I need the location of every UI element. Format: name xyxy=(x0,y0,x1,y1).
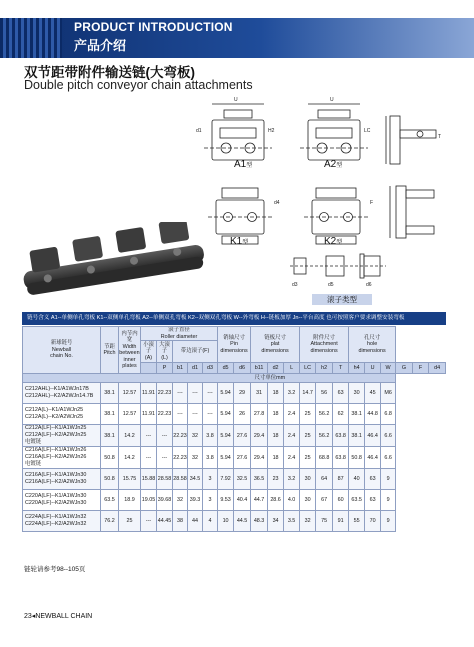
table-cell: 12.57 xyxy=(119,383,141,404)
th-symbol: b11 xyxy=(251,363,268,374)
table-cell: 38.1 xyxy=(101,425,119,447)
table-cell: 38.1 xyxy=(349,425,365,447)
table-cell: 3.5 xyxy=(284,511,300,532)
th-hole-cn: 孔尺寸 xyxy=(364,334,381,341)
th-pin-en2: dimensions xyxy=(220,347,248,354)
th-unit: 尺寸单位mm xyxy=(23,374,396,383)
table-cell: 18 xyxy=(268,383,284,404)
table-cell: 9.53 xyxy=(218,490,234,511)
roller-type-label: 滚子类型 xyxy=(312,294,372,305)
chain-code-legend: 链号含义 A1--单侧单孔弯板 K1--双侧单孔弯板 A2--单侧双孔弯板 K2--双侧双孔弯板 W--外弯板 H--链板加厚 Jn--平台高度 也可按照客户要求调整安装弯板 xyxy=(22,312,446,325)
table-cell: 50.8 xyxy=(101,447,119,469)
table-cell: 25 xyxy=(300,404,316,425)
label-a1: A1 xyxy=(234,159,247,170)
table-cell: 76.2 xyxy=(101,511,119,532)
table-cell: 39.68 xyxy=(157,490,173,511)
table-cell: 5.94 xyxy=(218,404,234,425)
th-roller-small-cn: 小滚子 xyxy=(143,341,154,355)
th-symbol: h4 xyxy=(349,363,365,374)
table-cell: 4 xyxy=(203,511,218,532)
table-cell: 18 xyxy=(268,404,284,425)
drawing-rollers xyxy=(290,254,386,278)
table-cell: 3.8 xyxy=(203,425,218,447)
table-cell: 2.4 xyxy=(284,425,300,447)
table-cell: 63.5 xyxy=(349,490,365,511)
th-attach xyxy=(300,327,349,363)
table-cell: 14.7 xyxy=(300,383,316,404)
table-cell: --- xyxy=(173,383,188,404)
th-pitch-cn: 节距 xyxy=(104,343,115,350)
th-roller-small xyxy=(141,341,157,363)
table-cell: 9 xyxy=(381,490,396,511)
table-cell: 28.58 xyxy=(173,469,188,490)
th-roller-big xyxy=(157,341,173,363)
table-cell: 9 xyxy=(381,511,396,532)
label-a2: A2 xyxy=(324,159,337,170)
technical-drawings xyxy=(190,92,460,292)
footer-arrow-icon: ◂ xyxy=(31,613,36,620)
th-plate-cn: 链板尺寸 xyxy=(264,334,286,341)
table-cell: 27.6 xyxy=(234,425,251,447)
th-hole xyxy=(349,327,396,363)
th-inner-width xyxy=(119,327,141,374)
table-cell: 91 xyxy=(333,511,349,532)
th-attach-en2: dimensions xyxy=(310,347,338,354)
table-cell: 31 xyxy=(251,383,268,404)
th-roller-cn: 滚子直径 xyxy=(168,327,190,333)
th-roller-small-code: (A) xyxy=(144,354,153,361)
th-symbol: d1 xyxy=(188,363,203,374)
table-cell: 32 xyxy=(188,447,203,469)
table-cell: 62 xyxy=(333,404,349,425)
table-cell: 40 xyxy=(349,469,365,490)
table-row xyxy=(23,447,446,469)
table-cell: --- xyxy=(141,511,157,532)
th-roller xyxy=(141,327,218,341)
th-inner-width-en2: between xyxy=(119,350,140,356)
th-pin xyxy=(218,327,251,363)
table-cell: 22.23 xyxy=(157,404,173,425)
drawing-end-view-bottom xyxy=(390,186,434,238)
chain-model-cell xyxy=(23,404,101,425)
svg-text:d3: d3 xyxy=(292,282,298,288)
table-cell: 3 xyxy=(203,490,218,511)
page-title-en: Double pitch conveyor chain attachments xyxy=(24,78,253,92)
table-cell: 70 xyxy=(365,511,381,532)
table-cell: 40.4 xyxy=(234,490,251,511)
th-chain-no-en1: Newball xyxy=(51,346,72,353)
table-cell: 34 xyxy=(268,511,284,532)
table-cell: 48.3 xyxy=(251,511,268,532)
table-cell: 14.2 xyxy=(119,425,141,447)
table-cell: 4.0 xyxy=(284,490,300,511)
chain-model: C212A(L)--K2/A2WJn25 xyxy=(25,414,84,420)
th-symbol: b1 xyxy=(173,363,188,374)
th-pitch-en: Pitch xyxy=(103,350,116,356)
th-symbol: d5 xyxy=(218,363,234,374)
table-cell: 25 xyxy=(119,511,141,532)
th-symbol: W xyxy=(381,363,396,374)
table-cell: 64 xyxy=(316,469,333,490)
table-cell: 46.4 xyxy=(365,425,381,447)
table-cell: 87 xyxy=(333,469,349,490)
table-cell: 38.1 xyxy=(101,404,119,425)
table-row xyxy=(23,490,446,511)
table-cell: 55 xyxy=(349,511,365,532)
table-cell: 2.4 xyxy=(284,447,300,469)
table-cell: 63 xyxy=(333,383,349,404)
chain-model-cell xyxy=(23,469,101,490)
table-cell: --- xyxy=(141,447,157,469)
table-cell: 45 xyxy=(365,383,381,404)
table-cell: 27.8 xyxy=(251,404,268,425)
table-cell: --- xyxy=(188,404,203,425)
table-cell: 26 xyxy=(234,404,251,425)
chain-photo xyxy=(18,222,208,302)
th-roller-flange: 带边滚子(F) xyxy=(173,341,218,363)
page-title-cn: 双节距带附件输送链(大弯板) xyxy=(24,65,195,80)
table-cell: 30 xyxy=(349,383,365,404)
svg-text:H2: H2 xyxy=(268,128,275,134)
header-title-en: PRODUCT INTRODUCTION xyxy=(74,20,233,34)
table-cell: 56.2 xyxy=(316,425,333,447)
chain-model: C216A(LF)--K1/A1WJn30 xyxy=(25,472,87,478)
table-cell: 15.88 xyxy=(141,469,157,490)
th-hole-en2: dimensions xyxy=(358,347,386,354)
table-cell: 30 xyxy=(300,469,316,490)
table-cell: 22.23 xyxy=(157,383,173,404)
svg-text:U: U xyxy=(330,97,334,103)
chain-model: C212A(LF)--K1/A1WJn25 xyxy=(25,425,87,431)
table-cell: 44.5 xyxy=(234,511,251,532)
table-cell: 68.8 xyxy=(316,447,333,469)
th-inner-width-en3: inner xyxy=(123,356,136,363)
table-cell: 32 xyxy=(188,425,203,447)
table-row xyxy=(23,511,446,532)
th-symbol: h2 xyxy=(316,363,333,374)
th-attach-cn: 附件尺寸 xyxy=(313,334,335,341)
th-symbol: T xyxy=(333,363,349,374)
table-cell: 10 xyxy=(218,511,234,532)
table-cell: 56.2 xyxy=(316,404,333,425)
label-k1: K1 xyxy=(230,236,243,247)
svg-text:d5: d5 xyxy=(328,282,334,288)
header-bar xyxy=(0,18,474,58)
table-row xyxy=(23,469,446,490)
chain-model-cell xyxy=(23,490,101,511)
table-cell: --- xyxy=(203,383,218,404)
th-roller-en: Roller diameter xyxy=(160,333,198,340)
table-cell: 5.94 xyxy=(218,383,234,404)
chain-model: C216A(LF)--K1/A1WJn26 xyxy=(25,447,87,453)
table-cell: --- xyxy=(141,425,157,447)
table-cell: 28.58 xyxy=(157,469,173,490)
table-cell: 63.8 xyxy=(333,425,349,447)
th-inner-width-cn: 内节内宽 xyxy=(121,330,138,343)
table-cell: 38.1 xyxy=(349,404,365,425)
th-chain-no xyxy=(23,327,101,374)
table-cell: 28.6 xyxy=(268,490,284,511)
table-cell: 25 xyxy=(300,425,316,447)
table-cell: 3.8 xyxy=(203,447,218,469)
th-chain-no-en2: chain No. xyxy=(50,353,73,360)
table-cell: M6 xyxy=(381,383,396,404)
table-cell: 5.94 xyxy=(218,447,234,469)
table-cell: 7.92 xyxy=(218,469,234,490)
th-symbol: d4 xyxy=(429,363,446,374)
chain-model: 电镀链 xyxy=(25,439,42,445)
table-cell: 50.8 xyxy=(101,469,119,490)
chain-model-cell xyxy=(23,511,101,532)
chain-model-cell xyxy=(23,447,101,469)
th-symbol: d6 xyxy=(234,363,251,374)
table-cell: 30 xyxy=(300,490,316,511)
table-cell: 15.75 xyxy=(119,469,141,490)
table-cell: 29.4 xyxy=(251,447,268,469)
label-k2-suffix: 型 xyxy=(336,240,343,246)
table-row xyxy=(23,383,446,404)
table-cell: 29.4 xyxy=(251,425,268,447)
th-symbol: L xyxy=(284,363,300,374)
header-stripe xyxy=(0,18,62,58)
table-cell: 56 xyxy=(316,383,333,404)
table-cell: 63.8 xyxy=(333,447,349,469)
chain-model: C212AHL)--K1/A1WJn17B xyxy=(25,386,89,392)
table-cell: --- xyxy=(203,404,218,425)
th-inner-width-en1: Width xyxy=(122,343,137,350)
label-a2-suffix: 型 xyxy=(336,163,343,169)
table-cell: 9 xyxy=(381,469,396,490)
table-cell: --- xyxy=(173,404,188,425)
chain-model: 电镀链 xyxy=(25,461,42,467)
page-number: 23 xyxy=(24,613,32,620)
svg-text:d4: d4 xyxy=(274,200,280,206)
table-cell: 11.91 xyxy=(141,404,157,425)
th-symbol: U xyxy=(365,363,381,374)
table-cell: 11.91 xyxy=(141,383,157,404)
chain-model: C224A(LF)--K2/A2WJn32 xyxy=(25,521,87,527)
table-cell: 44.45 xyxy=(157,511,173,532)
table-cell: 25 xyxy=(300,447,316,469)
footer-brand: NEWBALL CHAIN xyxy=(35,613,93,620)
th-pin-en1: Pin xyxy=(230,341,238,348)
th-plate xyxy=(251,327,300,363)
chain-model: C224A(LF)--K1/A1WJn32 xyxy=(25,514,87,520)
chain-model: C216A(LF)--K2/A2WJn26 xyxy=(25,454,87,460)
drawing-a2 xyxy=(300,104,368,160)
table-cell: 18 xyxy=(268,447,284,469)
th-symbol-empty xyxy=(141,363,157,374)
table-cell: 6.6 xyxy=(381,425,396,447)
table-cell: 63 xyxy=(365,490,381,511)
svg-text:T: T xyxy=(438,134,442,140)
header-title-cn: 产品介绍 xyxy=(74,38,127,53)
th-roller-big-cn: 大滚子 xyxy=(159,341,170,355)
table-cell: 63 xyxy=(365,469,381,490)
table-cell: 3.2 xyxy=(284,383,300,404)
svg-text:LC: LC xyxy=(364,128,371,134)
table-cell: 2.4 xyxy=(284,404,300,425)
table-cell: 60 xyxy=(333,490,349,511)
table-cell: 19.05 xyxy=(141,490,157,511)
th-attach-en1: Attachment xyxy=(310,341,338,348)
svg-text:F: F xyxy=(370,200,374,206)
spec-table xyxy=(22,326,446,532)
table-cell: 18 xyxy=(268,425,284,447)
chain-model: C212AHL)--K2/A2WJn14.7B xyxy=(25,393,94,399)
page-footer xyxy=(24,612,92,620)
svg-text:d6: d6 xyxy=(366,282,372,288)
svg-text:d1: d1 xyxy=(196,128,202,134)
chain-model: C220A(LF)--K2/A2WJn30 xyxy=(25,500,87,506)
th-plate-en2: dimensions xyxy=(261,347,289,354)
table-cell: 75 xyxy=(316,511,333,532)
label-a1-suffix: 型 xyxy=(246,163,253,169)
table-cell: 32 xyxy=(173,490,188,511)
table-cell: --- xyxy=(188,383,203,404)
table-cell: 39.3 xyxy=(188,490,203,511)
table-cell: 34.5 xyxy=(188,469,203,490)
table-cell: 44.7 xyxy=(251,490,268,511)
table-cell: 44 xyxy=(188,511,203,532)
table-cell: 22.23 xyxy=(173,425,188,447)
label-k2: K2 xyxy=(324,236,337,247)
label-k1-suffix: 型 xyxy=(242,240,249,246)
th-symbol: G xyxy=(396,363,413,374)
table-cell: 50.8 xyxy=(349,447,365,469)
table-cell: 3.2 xyxy=(284,469,300,490)
table-row xyxy=(23,425,446,447)
th-symbol: F xyxy=(412,363,429,374)
th-pin-cn: 销轴尺寸 xyxy=(223,334,245,341)
table-cell: 32 xyxy=(300,511,316,532)
table-cell: 6.8 xyxy=(381,404,396,425)
th-roller-big-code: (L) xyxy=(161,354,168,361)
table-cell: 3 xyxy=(203,469,218,490)
table-cell: 29 xyxy=(234,383,251,404)
table-cell: 14.2 xyxy=(119,447,141,469)
drawing-a1 xyxy=(204,104,272,160)
table-cell: 44.8 xyxy=(365,404,381,425)
th-symbol: d3 xyxy=(203,363,218,374)
table-cell: 18.9 xyxy=(119,490,141,511)
table-cell: 38.1 xyxy=(101,383,119,404)
chain-model: C220A(LF)--K1/A1WJn30 xyxy=(25,493,87,499)
th-inner-width-en4: plates xyxy=(122,363,137,369)
th-chain-no-cn: 新球链号 xyxy=(50,340,73,347)
th-symbol: P xyxy=(157,363,173,374)
table-cell: 63.5 xyxy=(101,490,119,511)
table-row xyxy=(23,404,446,425)
table-cell: 23 xyxy=(268,469,284,490)
table-cell: 32.5 xyxy=(234,469,251,490)
table-cell: 46.4 xyxy=(365,447,381,469)
chain-model-cell xyxy=(23,425,101,447)
table-cell: --- xyxy=(157,425,173,447)
chain-model-cell xyxy=(23,383,101,404)
th-plate-en1: plat xyxy=(270,341,280,348)
chain-model: C212A(LF)--K2/A2WJn25 xyxy=(25,432,87,438)
chain-model: C212A(L)--K1/A1WJn25 xyxy=(25,407,84,413)
th-symbol: d2 xyxy=(268,363,284,374)
svg-text:U: U xyxy=(234,97,238,103)
table-cell: 36.5 xyxy=(251,469,268,490)
table-cell: 22.23 xyxy=(173,447,188,469)
th-hole-en1: hole xyxy=(367,341,378,348)
th-pitch xyxy=(101,327,119,374)
sprocket-reference-note: 链轮请参考98--105页 xyxy=(24,566,86,573)
table-cell: 38 xyxy=(173,511,188,532)
drawing-end-view-top xyxy=(386,116,436,164)
chain-model: C216A(LF)--K2/A2WJn30 xyxy=(25,479,87,485)
th-symbol: LC xyxy=(300,363,316,374)
table-cell: 5.94 xyxy=(218,425,234,447)
table-cell: 27.6 xyxy=(234,447,251,469)
table-cell: 6.6 xyxy=(381,447,396,469)
table-cell: 67 xyxy=(316,490,333,511)
table-cell: 12.57 xyxy=(119,404,141,425)
table-cell: --- xyxy=(157,447,173,469)
